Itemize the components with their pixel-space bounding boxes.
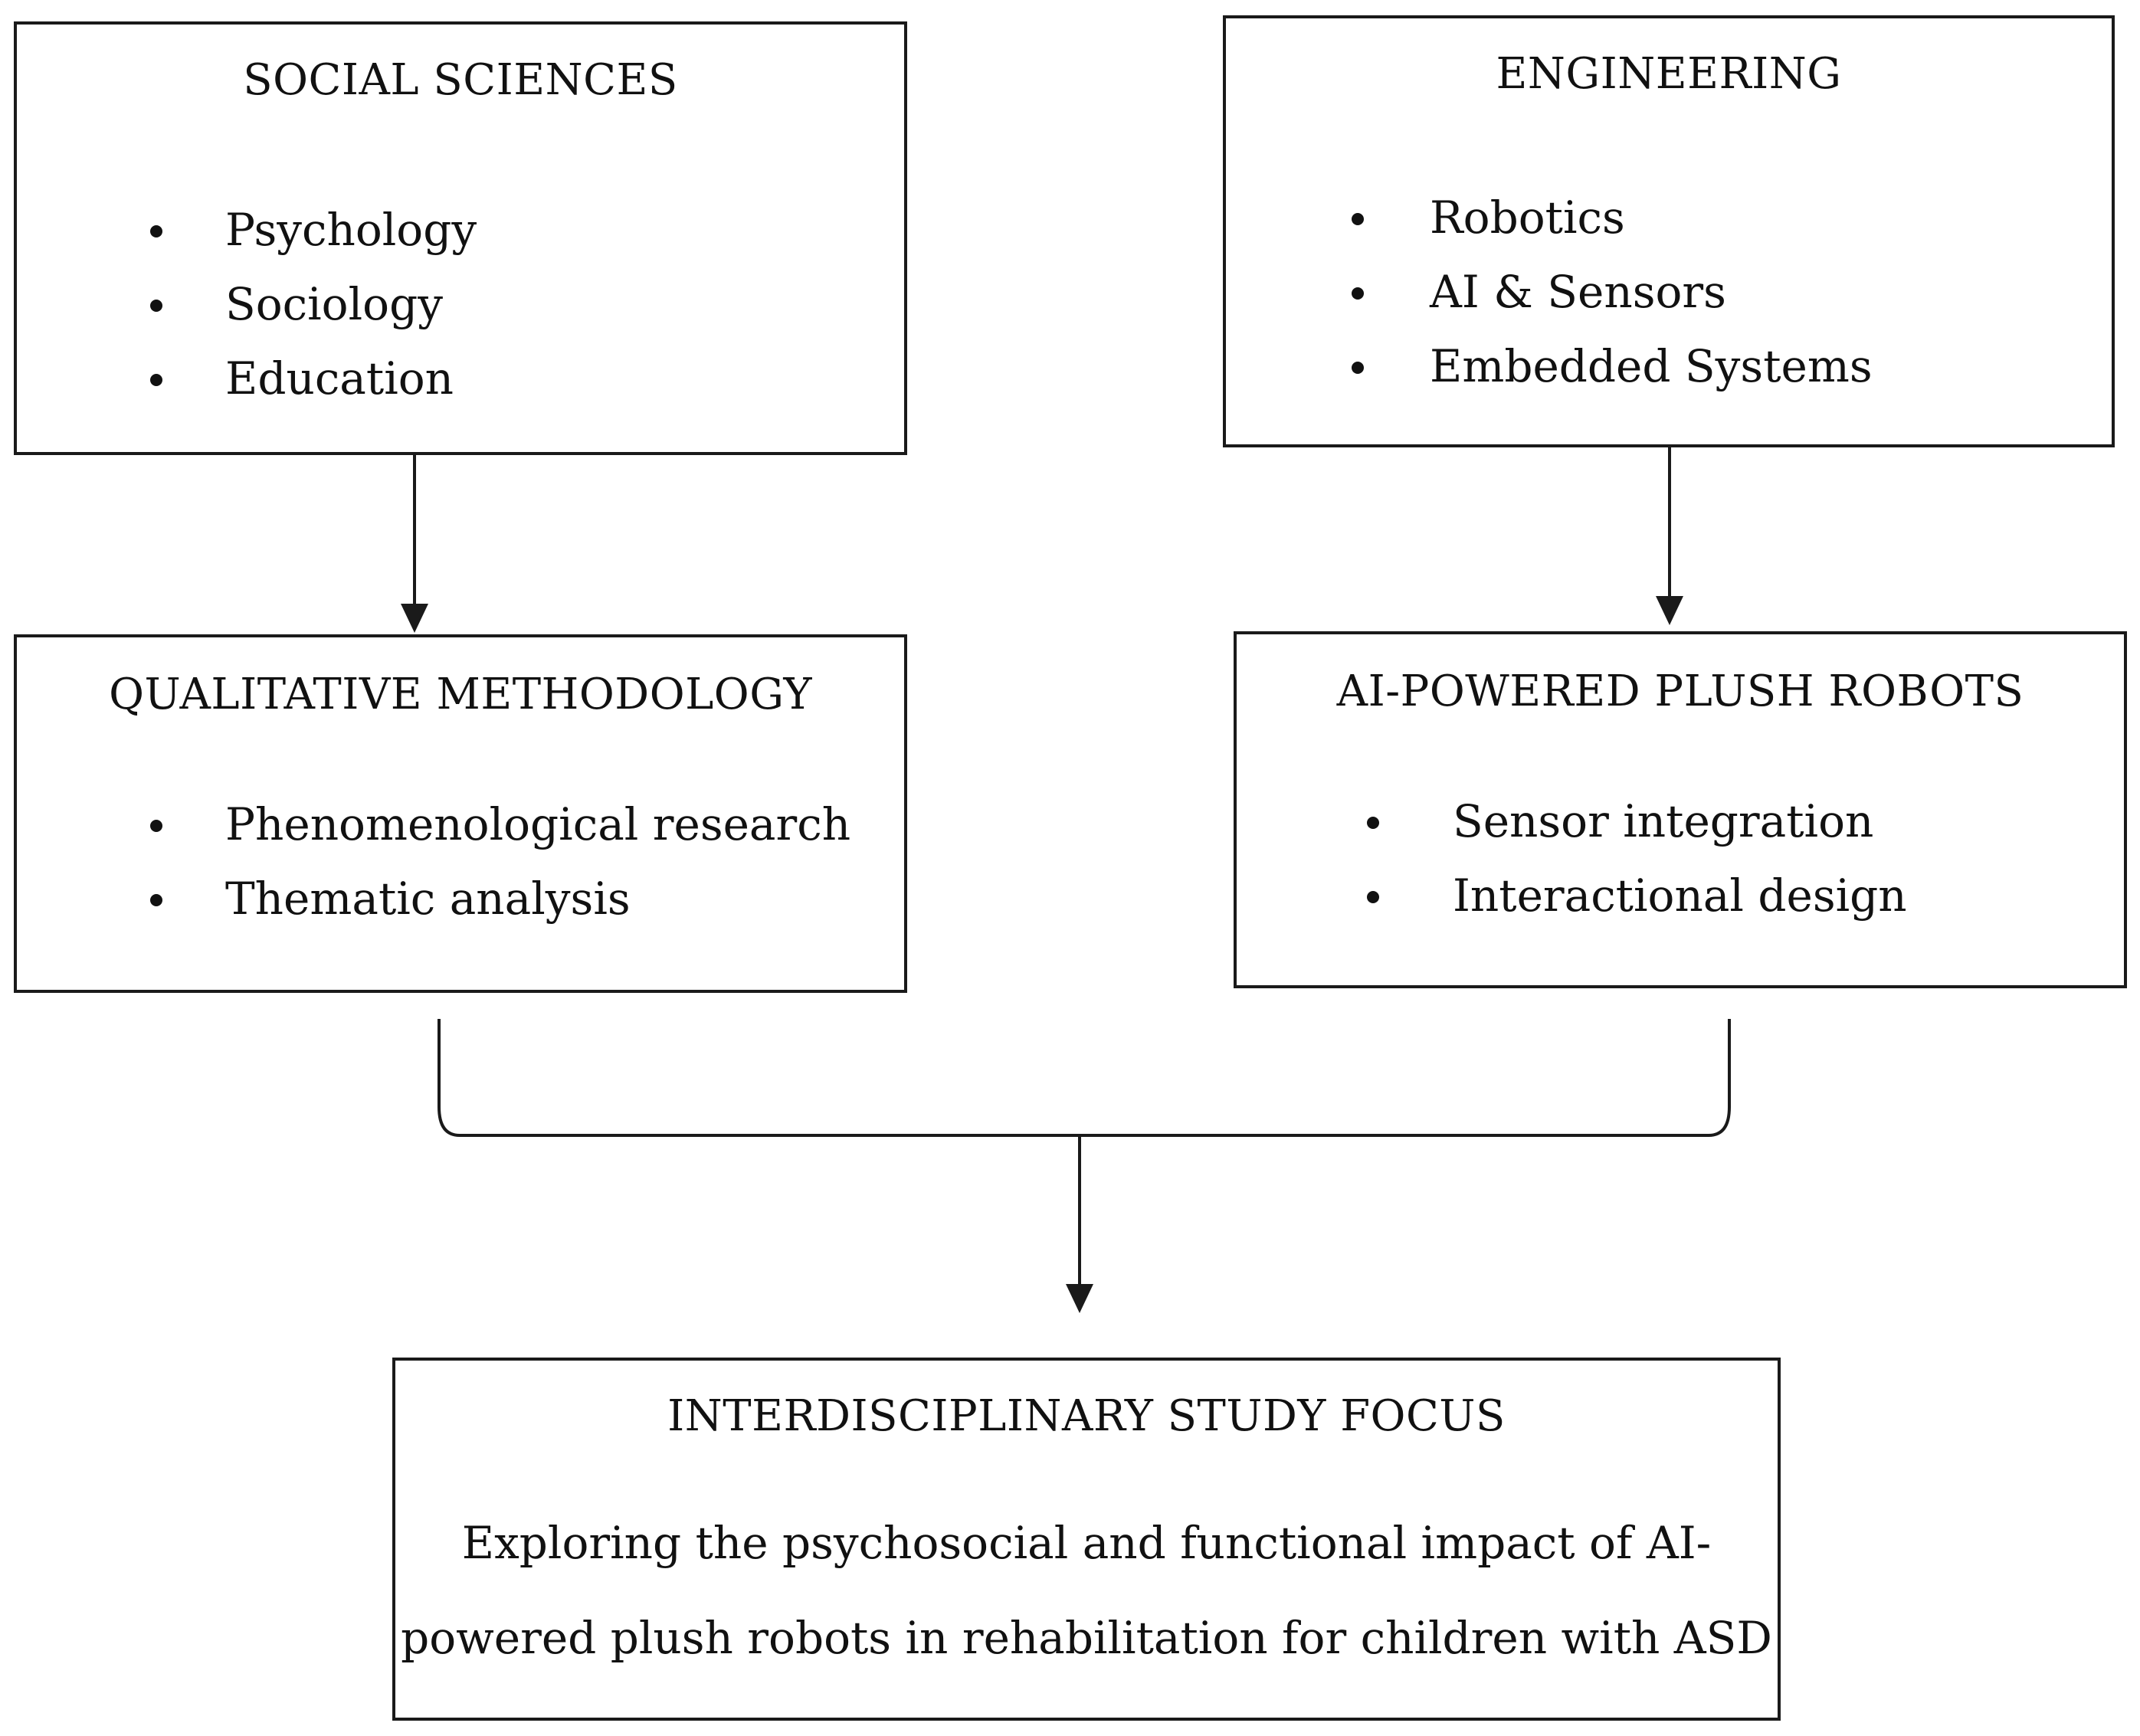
study-focus-description-line: Exploring the psychosocial and functional impact of AI- bbox=[461, 1517, 1712, 1569]
engineering-title: ENGINEERING bbox=[1496, 49, 1842, 99]
list-item bbox=[147, 193, 477, 267]
arrowhead-merge-to-focus bbox=[1066, 1284, 1093, 1313]
bullet-icon bbox=[150, 894, 162, 906]
bullet-icon bbox=[1367, 817, 1379, 829]
list-item bbox=[1349, 255, 1873, 329]
list-item-label: Embedded Systems bbox=[1430, 340, 1873, 392]
arrowhead-engineering-to-robots bbox=[1656, 596, 1683, 625]
list-item-label: Education bbox=[225, 352, 454, 405]
study-focus-box bbox=[392, 1358, 1781, 1721]
list-item-label: Phenomenological research bbox=[225, 798, 851, 850]
ai-plush-robots-box bbox=[1234, 631, 2127, 988]
list-item bbox=[147, 342, 477, 416]
study-focus-title: INTERDISCIPLINARY STUDY FOCUS bbox=[667, 1391, 1506, 1441]
merge-bracket bbox=[439, 1019, 1729, 1135]
list-item-label: Interactional design bbox=[1453, 870, 1907, 922]
bullet-icon bbox=[150, 820, 162, 832]
study-focus-description bbox=[395, 1495, 1778, 1685]
list-item bbox=[1349, 329, 1873, 404]
ai-plush-robots-list bbox=[1364, 784, 1907, 933]
bullet-icon bbox=[1352, 213, 1364, 225]
bullet-icon bbox=[150, 300, 162, 312]
engineering-box bbox=[1223, 15, 2115, 447]
list-item bbox=[147, 788, 850, 862]
bullet-icon bbox=[150, 225, 162, 237]
list-item bbox=[147, 267, 477, 342]
list-item-label: Psychology bbox=[225, 204, 477, 256]
ai-plush-robots-title: AI-POWERED PLUSH ROBOTS bbox=[1336, 667, 2024, 716]
social-sciences-box bbox=[14, 21, 907, 455]
bullet-icon bbox=[1352, 362, 1364, 374]
qualitative-methodology-title: QUALITATIVE METHODOLOGY bbox=[109, 670, 812, 719]
list-item-label: Sensor integration bbox=[1453, 795, 1874, 847]
bullet-icon bbox=[1352, 287, 1364, 300]
engineering-list bbox=[1349, 181, 1873, 404]
study-focus-description-line: powered plush robots in rehabilitation for children with ASD bbox=[401, 1612, 1772, 1664]
social-sciences-list bbox=[147, 193, 477, 416]
bullet-icon bbox=[150, 374, 162, 386]
list-item bbox=[1349, 181, 1873, 255]
list-item-label: Sociology bbox=[225, 278, 443, 330]
arrowhead-social-to-qualitative bbox=[401, 604, 428, 633]
qualitative-methodology-list bbox=[147, 788, 850, 936]
list-item bbox=[1364, 784, 1907, 859]
qualitative-methodology-box bbox=[14, 634, 907, 993]
list-item-label: Robotics bbox=[1430, 192, 1625, 244]
list-item bbox=[147, 862, 850, 936]
list-item-label: Thematic analysis bbox=[225, 873, 631, 925]
list-item-label: AI & Sensors bbox=[1430, 266, 1726, 318]
social-sciences-title: SOCIAL SCIENCES bbox=[243, 55, 678, 105]
list-item bbox=[1364, 859, 1907, 933]
bullet-icon bbox=[1367, 891, 1379, 903]
